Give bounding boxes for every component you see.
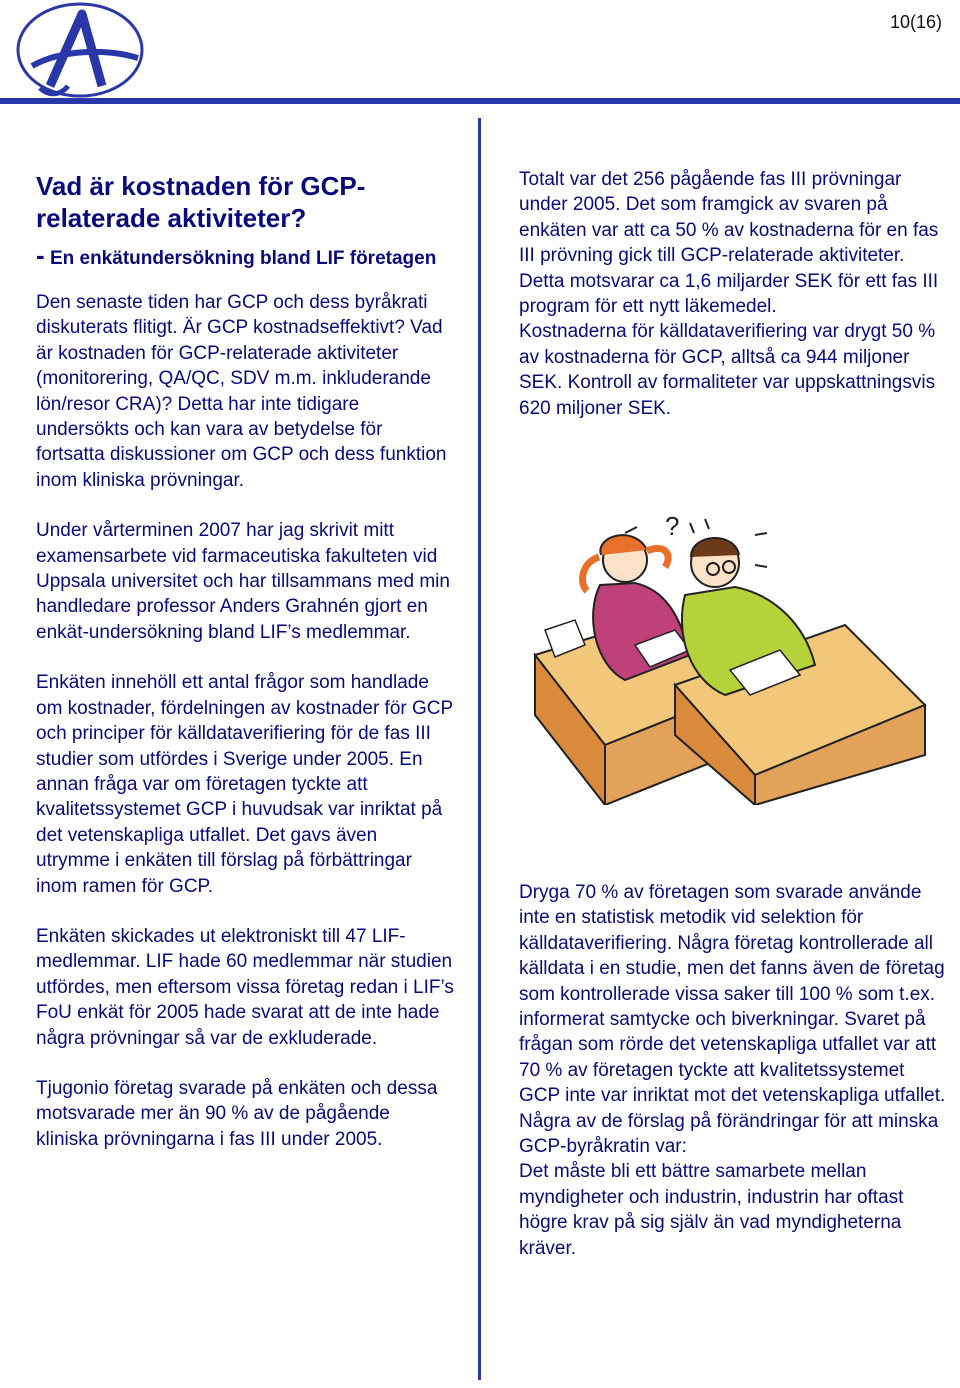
header-rule xyxy=(0,98,960,104)
paragraph: Kostnaderna för källdataverifiering var drygt 50 % av kostnaderna för GCP, alltså ca 944 miljoner SEK. Kontroll av formaliteter var uppskattningsvis 620 miljoner SEK. xyxy=(519,321,936,419)
paragraph: Under vårterminen 2007 har jag skrivit mitt examensarbete vid farmaceutiska fakulteten vid Uppsala universitet och har tillsammans med min handledare professor Anders Grahnén gjort en enkät-undersökning bland LIF’s medlemmar. xyxy=(36,520,450,643)
paragraph: Dryga 70 % av företagen som svarade använde inte en statistisk metodik vid selektion för källdataverifiering. Några företag kontrollerade all källdata i en studie, men det fanns även de företag som kontrollerade vissa saker till 100 % som t.ex. informerat samtycke och biverkningar. Svaret på frågan som rörde det vetenskapliga utfallet var att 70 % av företagen tyckte att kvalitetssystemet GCP inte var inriktat mot det vetenskapliga utfallet. xyxy=(519,882,946,1107)
children-at-desks-illustration xyxy=(515,505,955,805)
article-title: Vad är kostnaden för GCP-relaterade aktiviteter? xyxy=(36,171,366,233)
paragraph: Den senaste tiden har GCP och dess byråkrati diskuterats flitigt. Är GCP kostnadseffektivt? Vad är kostnaden för GCP-relaterade aktiviteter (monitorering, QA/QC, SDV m.m. inkluderande lön/resor CRA)? Detta har inte tidigare undersökts och kan vara av betydelse för fortsatta diskussioner om GCP och dess funktion inom kliniska prövningar. xyxy=(36,292,447,491)
page-number: 10(16) xyxy=(889,12,942,32)
column-divider xyxy=(478,118,481,1380)
left-column xyxy=(36,170,456,1152)
paragraph: Enkäten skickades ut elektroniskt till 47 LIF-medlemmar. LIF hade 60 medlemmar när studien utfördes, men eftersom vissa företag redan i LIF’s FoU enkät för 2005 hade svarat att de inte hade några prövningar så var de exkluderade. xyxy=(36,925,454,1049)
paragraph: Detta motsvarar ca 1,6 miljarder SEK för ett fas III program för ett nytt läkemedel. xyxy=(519,270,939,318)
company-logo xyxy=(10,0,150,100)
subtitle-dash: - xyxy=(36,240,45,270)
paragraph: Totalt var det 256 pågående fas III prövningar under 2005. Det som framgick av svaren på enkäten var att ca 50 % av kostnaderna för en fas III prövning gick till GCP-relaterade aktiviteter. xyxy=(519,169,939,267)
paragraph: Några av de förslag på förändringar för att minska GCP-byråkratin var: xyxy=(519,1110,939,1158)
paragraph: Enkäten innehöll ett antal frågor som handlade om kostnader, fördelningen av kostnader för GCP och principer för källdataverifiering för de fas III studier som utfördes i Sverige under 2005. En annan fråga var om företagen tyckte att kvalitetssystemet GCP i huvudsak var inriktat på det vetenskapliga utfallet. Det gavs även utrymme i enkäten till förslag på förbättringar inom ramen för GCP. xyxy=(36,672,453,897)
subtitle-text: En enkätundersökning bland LIF företagen xyxy=(44,248,437,269)
paragraph: Det måste bli ett bättre samarbete mellan myndigheter och industrin, industrin har oftast högre krav på sig själv än vad myndigheterna kräver. xyxy=(519,1161,904,1259)
article-subtitle xyxy=(36,242,456,272)
svg-text:?: ? xyxy=(665,511,680,541)
right-column-top xyxy=(519,167,944,421)
right-column-bottom xyxy=(519,880,949,1261)
paragraph: Tjugonio företag svarade på enkäten och dessa motsvarade mer än 90 % av de pågående kliniska prövningarna i fas III under 2005. xyxy=(36,1077,438,1150)
